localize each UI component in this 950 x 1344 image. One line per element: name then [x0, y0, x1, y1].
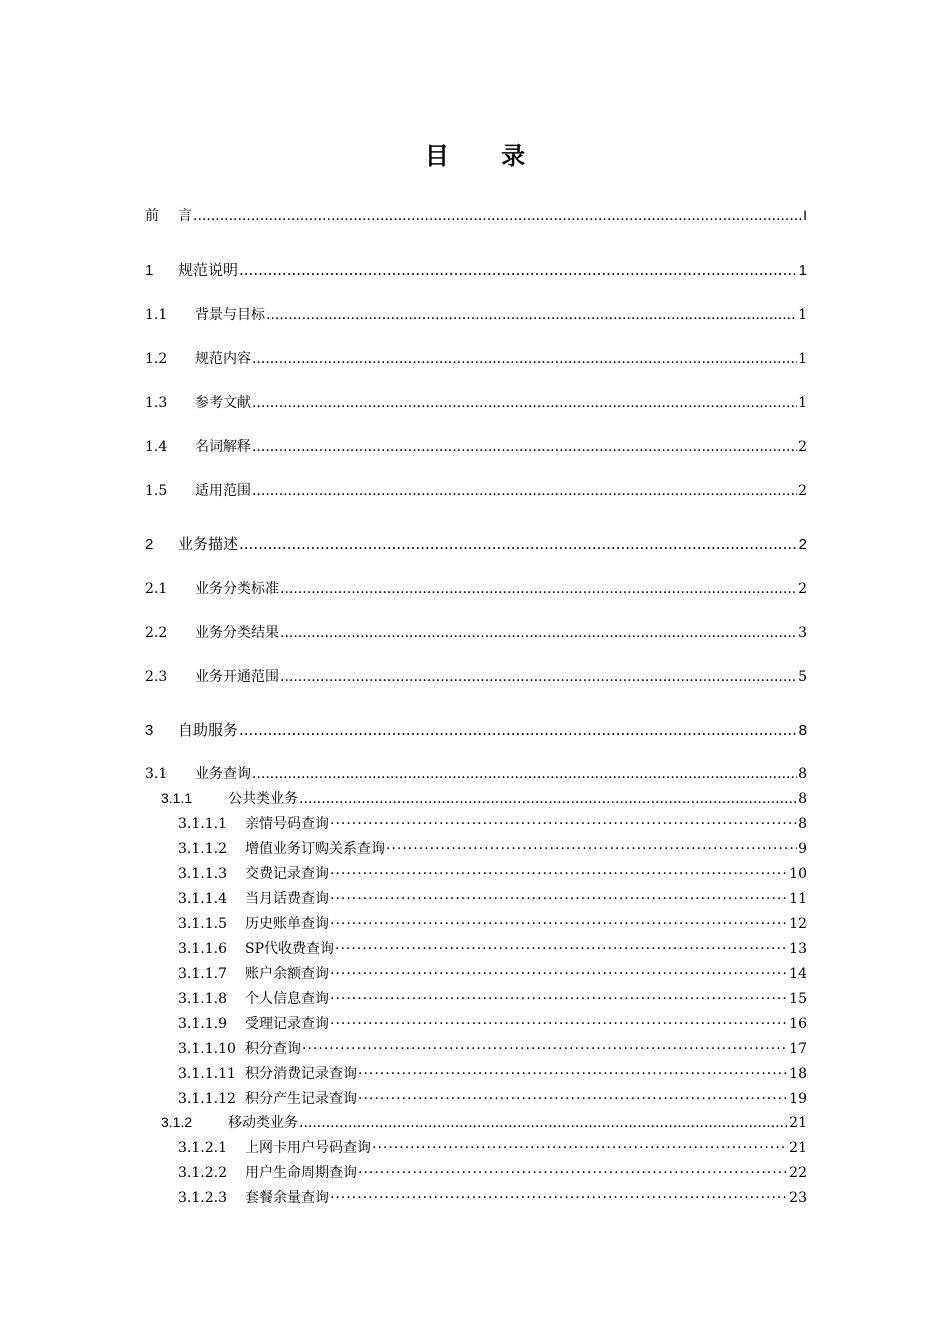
- toc-entry-label: 参考文献: [195, 395, 251, 411]
- toc-leader-dots: [280, 625, 797, 641]
- toc-leader-dots: [266, 307, 797, 323]
- toc-entry-chapter[interactable]: [145, 259, 807, 280]
- toc-entry-page: 21: [789, 1115, 807, 1131]
- toc-entry-item[interactable]: [178, 838, 807, 858]
- toc-entry-item[interactable]: [178, 938, 807, 958]
- toc-entry-chapter[interactable]: [145, 719, 807, 740]
- toc-entry-label: 言: [178, 208, 192, 224]
- toc-leader-dots: [280, 581, 797, 597]
- toc-leader-dots: [358, 1091, 788, 1107]
- toc-entry-page: 12: [789, 916, 807, 932]
- toc-entry-page: 13: [789, 941, 807, 957]
- toc-entry-item[interactable]: [178, 1162, 807, 1182]
- toc-entry-number: 1.1: [145, 307, 168, 323]
- toc-entry-page: 2: [798, 536, 807, 553]
- toc-entry-section[interactable]: [145, 480, 807, 500]
- toc-leader-dots: [239, 721, 798, 739]
- toc-leader-dots: [330, 966, 788, 982]
- toc-entry-label: 亲情号码查询: [245, 816, 329, 832]
- toc-leader-dots: [330, 1190, 788, 1206]
- toc-leader-dots: [252, 439, 797, 455]
- toc-leader-dots: [239, 535, 798, 553]
- toc-entry-page: 18: [789, 1066, 807, 1082]
- toc-entry-label: 积分消费记录查询: [245, 1066, 357, 1082]
- toc-entry-page: 9: [798, 841, 807, 857]
- toc-entry-number: 3.1.2.2: [178, 1165, 227, 1181]
- toc-entry-label: 业务开通范围: [195, 669, 279, 685]
- toc-entry-item[interactable]: [178, 1013, 807, 1033]
- toc-entry-number: 3.1.1.5: [178, 916, 227, 932]
- toc-entry-label: 规范内容: [195, 351, 251, 367]
- toc-entry-number: 3: [145, 722, 154, 739]
- toc-entry-label: 积分查询: [245, 1041, 301, 1057]
- toc-entry-page: 1: [798, 307, 807, 323]
- toc-entry-label: 业务分类标准: [195, 581, 279, 597]
- toc-entry-section[interactable]: [145, 348, 807, 368]
- toc-entry-page: 10: [789, 866, 807, 882]
- toc-entry-label: 套餐余量查询: [245, 1190, 329, 1206]
- toc-entry-section[interactable]: [145, 622, 807, 642]
- toc-entry-label: 历史账单查询: [245, 916, 329, 932]
- toc-entry-page: 15: [789, 991, 807, 1007]
- toc-leader-dots: [330, 891, 788, 907]
- toc-entry-label: 积分产生记录查询: [245, 1091, 357, 1107]
- toc-entry-label: 自助服务: [178, 721, 239, 739]
- toc-entry-label: 名词解释: [195, 439, 251, 455]
- toc-entry-label: 个人信息查询: [245, 991, 329, 1007]
- toc-entry-label: 当月话费查询: [245, 891, 329, 907]
- toc-entry-number: 3.1.1.11: [178, 1066, 236, 1082]
- toc-entry-label: SP代收费查询: [245, 941, 335, 957]
- toc-entry-number: 2.2: [145, 625, 168, 641]
- toc-entry-number: 3.1.2.3: [178, 1190, 227, 1206]
- toc-entry-section[interactable]: [145, 392, 807, 412]
- toc-entry-number: 3.1.2.1: [178, 1140, 227, 1156]
- toc-entry-label: 上网卡用户号码查询: [245, 1140, 371, 1156]
- toc-entry-number: 3.1.1.10: [178, 1041, 236, 1057]
- toc-leader-dots: [372, 1140, 788, 1156]
- toc-entry-number: 3.1.1.1: [178, 816, 227, 832]
- toc-entry-number: 前: [145, 208, 159, 224]
- toc-entry-label: 业务描述: [178, 535, 239, 553]
- toc-entry-number: 1.4: [145, 439, 168, 455]
- toc-entry-number: 3.1.1.9: [178, 1016, 227, 1032]
- toc-entry-page: 8: [798, 722, 807, 739]
- toc-entry-page: 19: [789, 1091, 807, 1107]
- toc-entry-section[interactable]: [145, 578, 807, 598]
- toc-entry-page: I: [803, 207, 807, 223]
- toc-entry-page: 22: [789, 1165, 807, 1181]
- toc-entry-section[interactable]: [145, 666, 807, 686]
- toc-entry-number: 1.3: [145, 395, 168, 411]
- toc-entry-number: 3.1.1: [161, 790, 193, 806]
- toc-entry-number: 3.1.1.3: [178, 866, 227, 882]
- toc-entry-label: 公共类业务: [228, 791, 298, 807]
- toc-entry-number: 3.1.1.2: [178, 841, 227, 857]
- toc-entry-item[interactable]: [178, 988, 807, 1008]
- toc-entry-section[interactable]: [145, 763, 807, 783]
- toc-entry-number: 3.1.1.6: [178, 941, 227, 957]
- toc-entry-number: 3.1.1.4: [178, 891, 227, 907]
- toc-entry-page: 17: [789, 1041, 807, 1057]
- toc-leader-dots: [239, 261, 798, 279]
- toc-entry-label: 受理记录查询: [245, 1016, 329, 1032]
- toc-entry-item[interactable]: [178, 1038, 807, 1058]
- toc-entry-subsection[interactable]: [161, 1112, 807, 1132]
- toc-leader-dots: [335, 941, 788, 957]
- toc-entry-item[interactable]: [178, 1187, 807, 1207]
- toc-entry-number: 2.1: [145, 581, 168, 597]
- toc-entry-page: 23: [789, 1190, 807, 1206]
- toc-entry-item[interactable]: [178, 888, 807, 908]
- toc-leader-dots: [302, 1041, 788, 1057]
- toc-leader-dots: [330, 866, 788, 882]
- toc-entry-page: 14: [789, 966, 807, 982]
- toc-entry-page: 11: [789, 891, 807, 907]
- toc-leader-dots: [330, 991, 788, 1007]
- toc-entry-label: 交费记录查询: [245, 866, 329, 882]
- toc-entry-number: 1.5: [145, 483, 168, 499]
- toc-entry-item[interactable]: [178, 813, 807, 833]
- toc-entry-page: 2: [798, 439, 807, 455]
- toc-entry-item[interactable]: [178, 963, 807, 983]
- toc-entry-item[interactable]: [178, 863, 807, 883]
- toc-entry-page: 3: [798, 625, 807, 641]
- toc-entry-page: 2: [798, 483, 807, 499]
- toc-leader-dots: [252, 395, 797, 411]
- toc-entry-label: 用户生命周期查询: [245, 1165, 357, 1181]
- toc-leader-dots: [299, 1115, 788, 1131]
- toc-entry-page: 8: [798, 791, 807, 807]
- toc-entry-page: 8: [798, 766, 807, 782]
- toc-entry-number: 2: [145, 536, 154, 553]
- toc-entry-number: 3.1.1.12: [178, 1091, 236, 1107]
- toc-entry-number: 3.1.2: [161, 1114, 193, 1130]
- toc-entry-section[interactable]: [145, 304, 807, 324]
- toc-entry-number: 1: [145, 262, 154, 279]
- toc-entry-item[interactable]: [178, 1137, 807, 1157]
- toc-leader-dots: [252, 351, 797, 367]
- toc-entry-label: 背景与目标: [195, 307, 265, 323]
- toc-entry-page: 1: [798, 395, 807, 411]
- toc-entry-number: 1.2: [145, 351, 168, 367]
- toc-entry-label: 增值业务订购关系查询: [245, 841, 385, 857]
- toc-entry-subsection[interactable]: [161, 788, 807, 808]
- toc-entry-item[interactable]: [178, 1088, 807, 1108]
- toc-entry-number: 2.3: [145, 669, 168, 685]
- toc-entry-page: 1: [798, 351, 807, 367]
- toc-leader-dots: [252, 766, 797, 782]
- toc-entry-chapter[interactable]: [145, 533, 807, 554]
- toc-entry-label: 业务分类结果: [195, 625, 279, 641]
- toc-entry-label: 适用范围: [195, 483, 251, 499]
- toc-entry-page: 16: [789, 1016, 807, 1032]
- toc-entry-page: 21: [789, 1140, 807, 1156]
- toc-leader-dots: [299, 791, 797, 807]
- toc-entry-page: 5: [798, 669, 807, 685]
- toc-entry-page: 2: [798, 581, 807, 597]
- toc-entry-page: 8: [798, 816, 807, 832]
- toc-entry-number: 3.1.1.8: [178, 991, 227, 1007]
- toc-entry-label: 规范说明: [178, 261, 239, 279]
- toc-leader-dots: [330, 916, 788, 932]
- toc-leader-dots: [386, 841, 797, 857]
- toc-leader-dots: [252, 483, 797, 499]
- toc-title: 目 录: [424, 141, 548, 170]
- toc-leader-dots: [193, 208, 802, 224]
- toc-entry-item[interactable]: [178, 1063, 807, 1083]
- toc-leader-dots: [280, 669, 797, 685]
- toc-entry-preface[interactable]: [145, 205, 807, 225]
- toc-leader-dots: [330, 816, 797, 832]
- toc-entry-number: 3.1: [145, 766, 168, 782]
- toc-leader-dots: [330, 1016, 788, 1032]
- toc-entry-item[interactable]: [178, 913, 807, 933]
- toc-entry-label: 账户余额查询: [245, 966, 329, 982]
- toc-entry-label: 业务查询: [195, 766, 251, 782]
- toc-entry-page: 1: [798, 262, 807, 279]
- toc-entry-label: 移动类业务: [228, 1115, 298, 1131]
- toc-entry-number: 3.1.1.7: [178, 966, 227, 982]
- toc-leader-dots: [358, 1165, 788, 1181]
- toc-leader-dots: [358, 1066, 788, 1082]
- toc-entry-section[interactable]: [145, 436, 807, 456]
